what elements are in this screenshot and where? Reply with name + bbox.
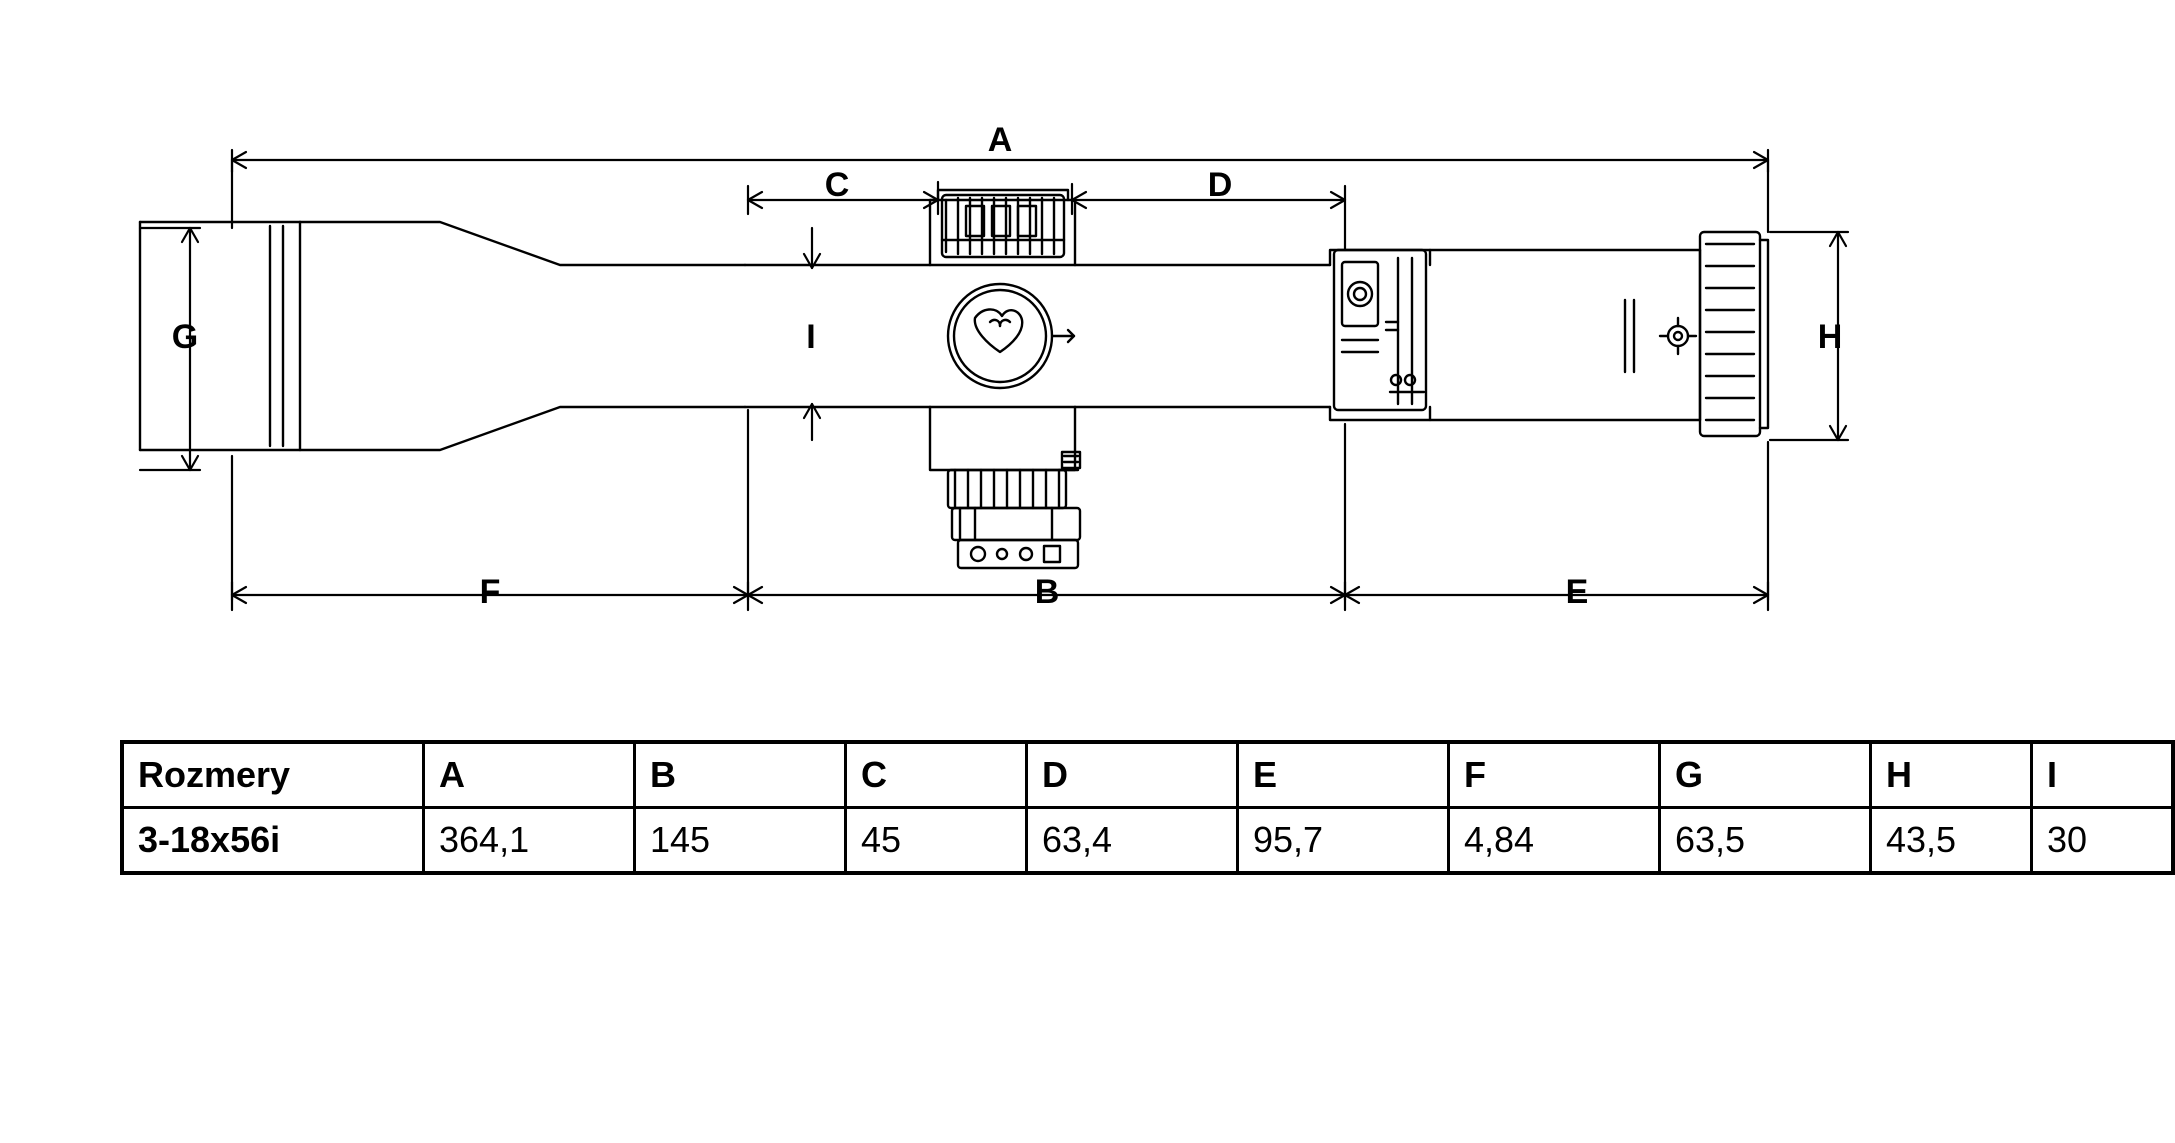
lower-turret-assembly bbox=[948, 452, 1080, 568]
dimension-label-h: H bbox=[1817, 318, 1843, 356]
dimension-label-f: F bbox=[479, 573, 501, 611]
dimension-label-d: D bbox=[1207, 166, 1233, 204]
brand-medallion bbox=[948, 284, 1074, 388]
ocular-diopter-ring bbox=[1700, 232, 1768, 436]
header-cell-d: D bbox=[1027, 742, 1238, 808]
header-cell-h: H bbox=[1871, 742, 2032, 808]
main-tube-rear bbox=[1075, 265, 1330, 407]
dimension-label-c: C bbox=[824, 166, 850, 204]
cell-h: 43,5 bbox=[1871, 808, 2032, 874]
header-cell-c: C bbox=[846, 742, 1027, 808]
dimension-label-e: E bbox=[1565, 573, 1589, 611]
cell-d: 63,4 bbox=[1027, 808, 1238, 874]
cell-b: 145 bbox=[635, 808, 846, 874]
main-tube-front bbox=[745, 265, 930, 407]
header-cell-e: E bbox=[1238, 742, 1449, 808]
header-cell-rozmery: Rozmery bbox=[122, 742, 424, 808]
dimensions-table bbox=[120, 740, 2175, 875]
objective-bell bbox=[140, 222, 745, 450]
dimension-label-b: B bbox=[1034, 573, 1060, 611]
cell-f: 4,84 bbox=[1449, 808, 1660, 874]
cell-c: 45 bbox=[846, 808, 1027, 874]
header-cell-f: F bbox=[1449, 742, 1660, 808]
dimension-label-i: I bbox=[806, 318, 816, 356]
cell-i: 30 bbox=[2032, 808, 2174, 874]
eyepiece-markings bbox=[1625, 300, 1696, 372]
header-cell-b: B bbox=[635, 742, 846, 808]
table-row bbox=[122, 808, 2173, 874]
cell-e: 95,7 bbox=[1238, 808, 1449, 874]
header-cell-a: A bbox=[424, 742, 635, 808]
dimension-label-g: G bbox=[171, 318, 199, 356]
cell-a: 364,1 bbox=[424, 808, 635, 874]
table-header-row bbox=[122, 742, 2173, 808]
header-cell-g: G bbox=[1660, 742, 1871, 808]
illumination-knob-block bbox=[1330, 250, 1430, 420]
header-cell-i: I bbox=[2032, 742, 2174, 808]
row-label-model: 3-18x56i bbox=[122, 808, 424, 874]
dimensions-table-container bbox=[120, 740, 2088, 875]
dimension-label-a: A bbox=[987, 121, 1013, 159]
cell-g: 63,5 bbox=[1660, 808, 1871, 874]
